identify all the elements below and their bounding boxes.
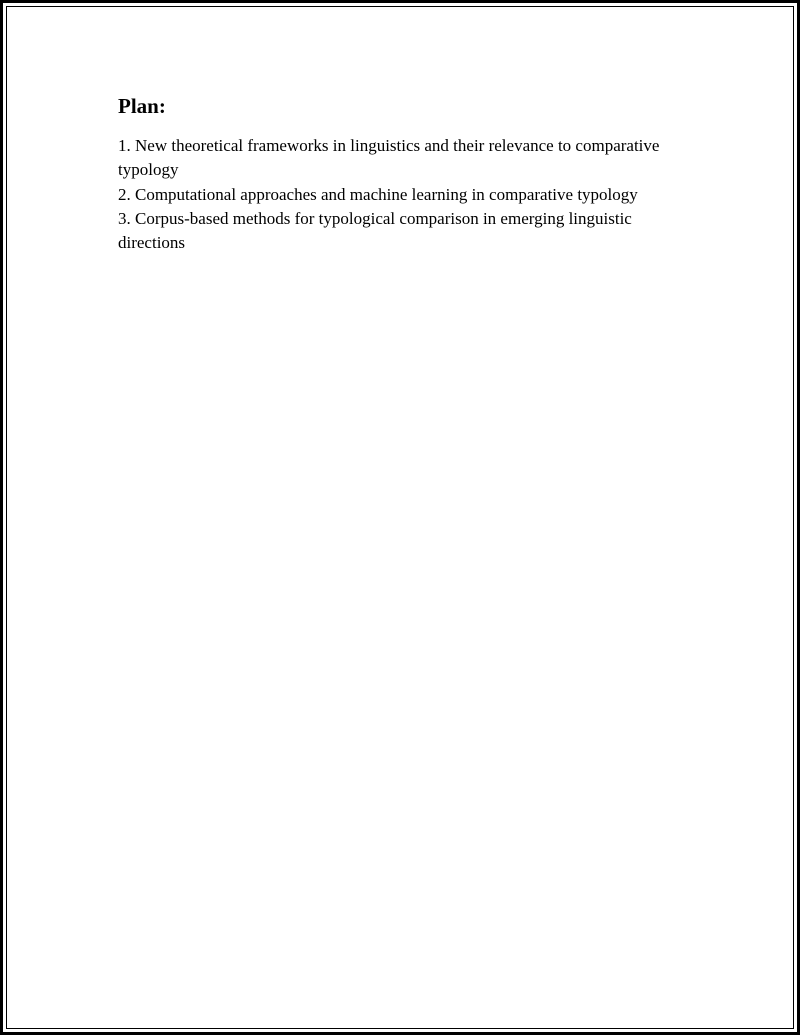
- plan-item-1: 1. New theoretical frameworks in linguistics and their relevance to comparative typology: [118, 136, 660, 180]
- plan-item-2: 2. Computational approaches and machine learning in comparative typology: [118, 184, 638, 204]
- page-content: [118, 92, 698, 255]
- plan-heading: Plan:: [118, 94, 166, 118]
- plan-item-3: 3. Corpus-based methods for typological comparison in emerging linguistic directions: [118, 208, 632, 253]
- plan-list: [118, 134, 698, 255]
